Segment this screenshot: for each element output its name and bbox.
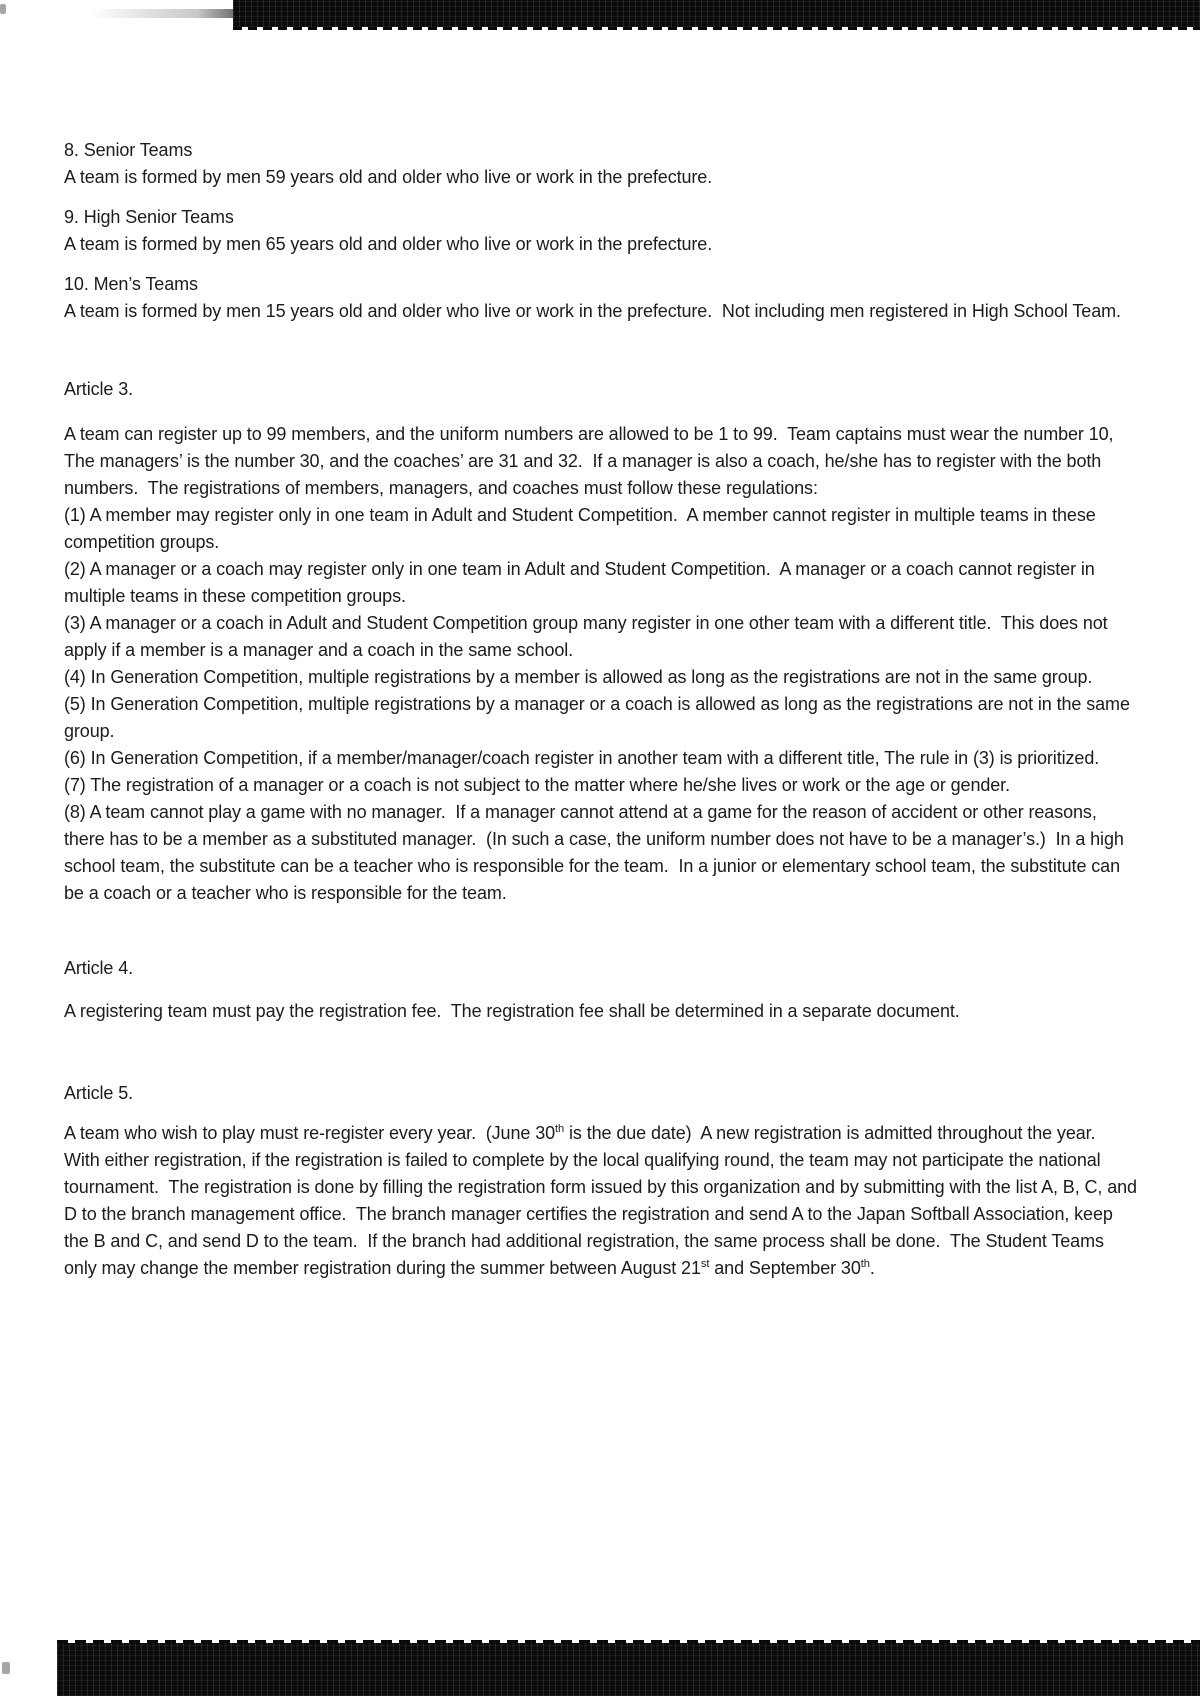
article-3-title: Article 3. bbox=[64, 379, 134, 399]
scan-speck-bottom-left bbox=[2, 1662, 10, 1674]
article-5-body: A team who wish to play must re-register every year. (June 30th is the due date) A new registration is admitted throughout the year. With either registration, if the registration is failed to complete by the local qualifying round, the team may not participate the national tournament. The registration is done by filling the registration form issued by this organization and by submitting with the list A, B, C, and D to the branch management office. The branch manager certifies the registration and send A to the Japan Softball Association, keep the B and C, and send D to the team. If the branch had additional registration, the same process shall be done. The Student Teams only may change the member registration during the summer between August 21st and September 30th. bbox=[64, 1123, 1142, 1278]
scan-speck-top-left bbox=[0, 4, 6, 14]
regulation-item-3: (3) A manager or a coach in Adult and Student Competition group many register in one other team with a different title. This does not apply if a member is a manager and a coach in the same school. bbox=[64, 613, 1113, 660]
section-heading-mens-teams: 10. Men’s Teams bbox=[64, 274, 198, 294]
regulation-item-6: (6) In Generation Competition, if a member/manager/coach register in another team with a different title, The rule in (3) is prioritized. bbox=[64, 748, 1100, 768]
article-3-intro: A team can register up to 99 members, and the uniform numbers are allowed to be 1 to 99. Team captains must wear the number 10, The managers’ is the number 30, and the coaches’ are 31 and 32. If a manager is also a coach, he/she has to register with the both numbers. The registrations of members, managers, and coaches must follow these regulations: bbox=[64, 424, 1119, 498]
scan-artifact-bottom-band bbox=[57, 1643, 1200, 1696]
document-content bbox=[64, 137, 1142, 1295]
section-body-mens-teams: A team is formed by men 15 years old and older who live or work in the prefecture. Not including men registered in High School Team. bbox=[64, 301, 1121, 321]
regulation-item-8: (8) A team cannot play a game with no manager. If a manager cannot attend at a game for the reason of accident or other reasons, there has to be a member as a substituted manager. (In such a case, the uniform number does not have to be a manager’s.) In a high school team, the substitute can be a teacher who is responsible for the team. In a junior or elementary school team, the substitute can be a coach or a teacher who is responsible for the team. bbox=[64, 802, 1129, 903]
article-3-body bbox=[64, 421, 1137, 907]
scan-artifact-top-band bbox=[233, 0, 1200, 27]
section-heading-senior-teams: 8. Senior Teams bbox=[64, 140, 193, 160]
article-4-title: Article 4. bbox=[64, 958, 134, 978]
section-body-senior-teams: A team is formed by men 59 years old and older who live or work in the prefecture. bbox=[64, 167, 713, 187]
article-5-title: Article 5. bbox=[64, 1083, 134, 1103]
regulation-item-2: (2) A manager or a coach may register only in one team in Adult and Student Competition. A manager or a coach cannot register in multiple teams in these competition groups. bbox=[64, 559, 1100, 606]
article-4-body: A registering team must pay the registration fee. The registration fee shall be determined in a separate document. bbox=[64, 1001, 960, 1021]
section-heading-high-senior-teams: 9. High Senior Teams bbox=[64, 207, 234, 227]
scan-smudge bbox=[90, 9, 233, 18]
section-body-high-senior-teams: A team is formed by men 65 years old and older who live or work in the prefecture. bbox=[64, 234, 713, 254]
regulation-item-5: (5) In Generation Competition, multiple registrations by a manager or a coach is allowed as long as the registrations are not in the same group. bbox=[64, 694, 1135, 741]
regulation-item-7: (7) The registration of a manager or a coach is not subject to the matter where he/she lives or work or the age or gender. bbox=[64, 775, 1010, 795]
regulation-item-4: (4) In Generation Competition, multiple registrations by a member is allowed as long as the registrations are not in the same group. bbox=[64, 667, 1093, 687]
regulation-item-1: (1) A member may register only in one team in Adult and Student Competition. A member cannot register in multiple teams in these competition groups. bbox=[64, 505, 1101, 552]
